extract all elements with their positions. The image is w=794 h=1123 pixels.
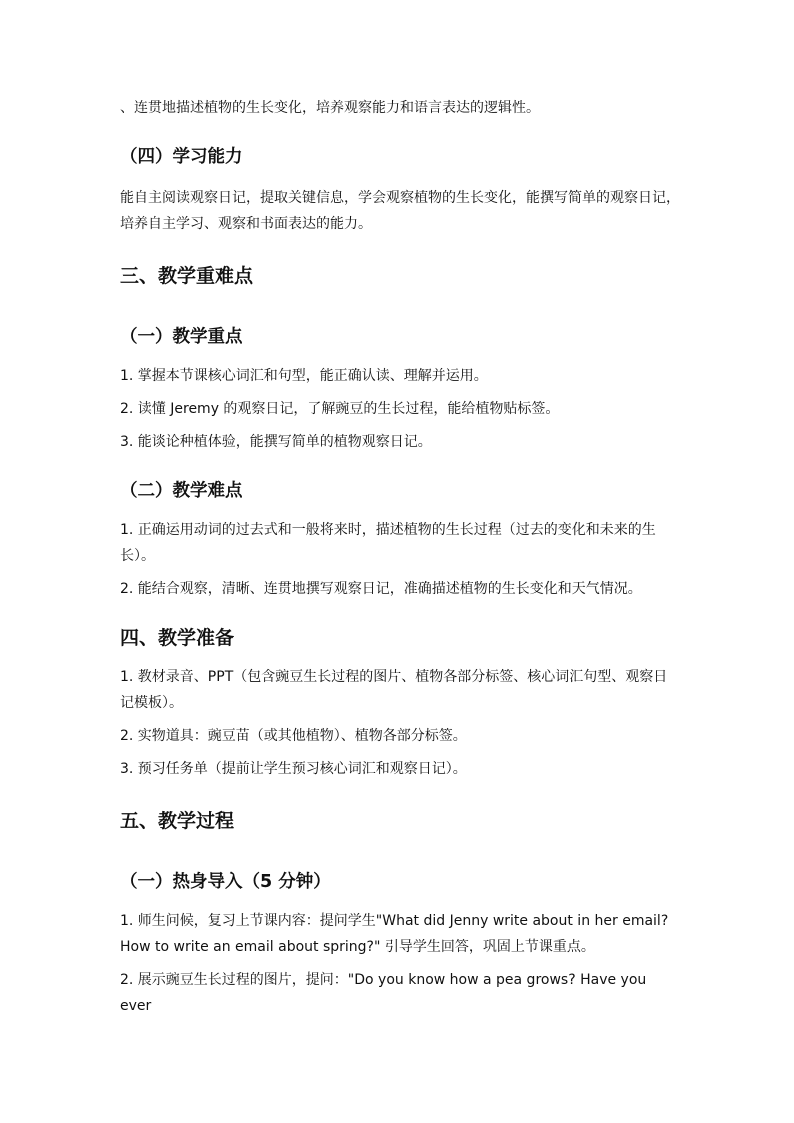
- list-item: 2. 展示豌豆生长过程的图片，提问："Do you know how a pea grows? Have you ever: [120, 972, 647, 1014]
- heading-difficult-points: （二）教学难点: [120, 481, 243, 501]
- heading-key-difficult-points: 三、教学重难点: [120, 265, 254, 287]
- list-item: 2. 实物道具：豌豆苗（或其他植物）、植物各部分标签。: [120, 728, 467, 744]
- heading-key-points: （一）教学重点: [120, 327, 243, 347]
- list-item: 1. 正确运用动词的过去式和一般将来时，描述植物的生长过程（过去的变化和未来的生长）。: [120, 522, 656, 564]
- list-item: 3. 预习任务单（提前让学生预习核心词汇和观察日记）。: [120, 761, 467, 777]
- list-item: 2. 读懂 Jeremy 的观察日记，了解豌豆的生长过程，能给植物贴标签。: [120, 401, 560, 417]
- heading-teaching-preparation: 四、教学准备: [120, 627, 235, 649]
- document-content: [120, 95, 680, 1019]
- heading-teaching-process: 五、教学过程: [120, 810, 235, 832]
- list-item: 1. 教材录音、PPT（包含豌豆生长过程的图片、植物各部分标签、核心词汇句型、观察日记模板）。: [120, 669, 668, 711]
- list-item: 1. 师生问候，复习上节课内容：提问学生"What did Jenny write about in her email? How to write an email about spring?" 引导学生回答，巩固上节课重点。: [120, 913, 669, 955]
- paragraph-continued: 、连贯地描述植物的生长变化，培养观察能力和语言表达的逻辑性。: [120, 100, 540, 116]
- paragraph-learning-ability: 能自主阅读观察日记，提取关键信息，学会观察植物的生长变化，能撰写简单的观察日记，培养自主学习、观察和书面表达的能力。: [120, 190, 680, 232]
- heading-warm-up: （一）热身导入（5 分钟）: [120, 872, 331, 892]
- list-item: 1. 掌握本节课核心词汇和句型，能正确认读、理解并运用。: [120, 368, 488, 384]
- list-item: 3. 能谈论种植体验，能撰写简单的植物观察日记。: [120, 434, 432, 450]
- list-item: 2. 能结合观察，清晰、连贯地撰写观察日记，准确描述植物的生长变化和天气情况。: [120, 581, 642, 597]
- heading-learning-ability: （四）学习能力: [120, 147, 243, 167]
